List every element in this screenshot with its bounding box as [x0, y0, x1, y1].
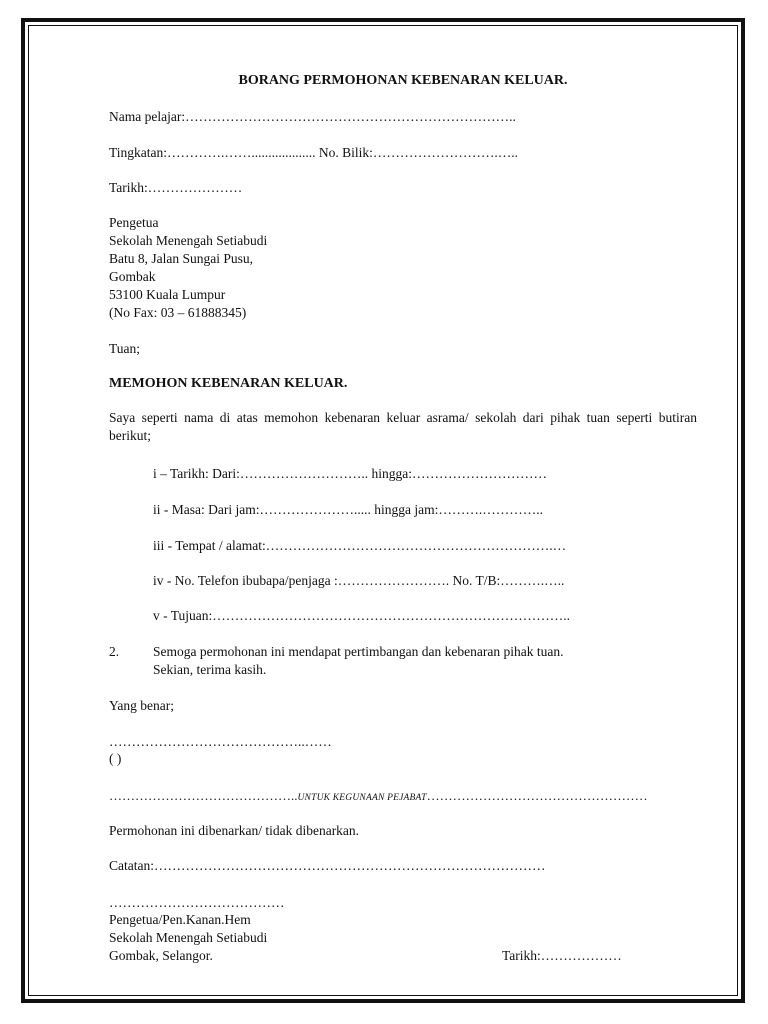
- subject-heading: MEMOHON KEBENARAN KELUAR.: [109, 376, 348, 391]
- catatan-field: Catatan:……………………………………………………………………………: [109, 858, 546, 873]
- address-line: Sekolah Menengah Setiabudi: [109, 233, 268, 248]
- office-dots-left: ……………………………………..: [109, 788, 298, 803]
- nama-pelajar-field: Nama pelajar:………………………………………………………………..: [109, 109, 516, 124]
- signature-dots: ……………………………………..……: [109, 734, 332, 749]
- yang-benar: Yang benar;: [109, 698, 174, 713]
- body-paragraph: Saya seperti nama di atas memohon kebenaran keluar asrama/ sekolah dari pihak tuan seperti butiran berikut;: [109, 410, 697, 443]
- official-title: Pengetua/Pen.Kanan.Hem: [109, 912, 251, 927]
- item-masa: ii - Masa: Dari jam:…………………..... hingga jam:……….…………..: [153, 502, 543, 517]
- item-tujuan: v - Tujuan:……………………………………………………………………..: [153, 608, 571, 623]
- official-signature-dots: …………………………………: [109, 895, 285, 910]
- address-line: Gombak: [109, 269, 156, 284]
- tarikh-field: Tarikh:…………………: [109, 180, 243, 195]
- official-tarikh-field: Tarikh:………………: [502, 948, 622, 963]
- closing-line: Sekian, terima kasih.: [153, 662, 267, 677]
- office-use-divider: [109, 787, 697, 807]
- official-location: Gombak, Selangor.: [109, 948, 213, 963]
- office-use-label: UNTUK KEGUNAAN PEJABAT: [297, 793, 427, 803]
- address-line: (No Fax: 03 – 61888345): [109, 305, 247, 320]
- address-line: Pengetua: [109, 215, 159, 230]
- signature-name-parentheses: ( ): [109, 751, 122, 766]
- address-line: Batu 8, Jalan Sungai Pusu,: [109, 251, 253, 266]
- official-school: Sekolah Menengah Setiabudi: [109, 930, 268, 945]
- item-telefon: iv - No. Telefon ibubapa/penjaga :……………………. No. T/B:……….…..: [153, 573, 565, 588]
- approval-statement: Permohonan ini dibenarkan/ tidak dibenarkan.: [109, 823, 360, 838]
- item-tempat: iii - Tempat / alamat:……………………………………………………….…: [153, 538, 567, 553]
- item-tarikh: i – Tarikh: Dari:……………………….. hingga:…………………………: [153, 466, 548, 481]
- closing-line: Semoga permohonan ini mendapat pertimbangan dan kebenaran pihak tuan.: [153, 644, 564, 659]
- address-line: 53100 Kuala Lumpur: [109, 287, 226, 302]
- office-dots-right: ……………………………………………: [426, 788, 648, 803]
- form-title: BORANG PERMOHONAN KEBENARAN KELUAR.: [238, 73, 568, 88]
- tingkatan-bilik-field: Tingkatan:………….……................... No. Bilik:……………………….…..: [109, 145, 519, 160]
- salutation: Tuan;: [109, 341, 141, 356]
- closing-number: 2.: [109, 644, 120, 659]
